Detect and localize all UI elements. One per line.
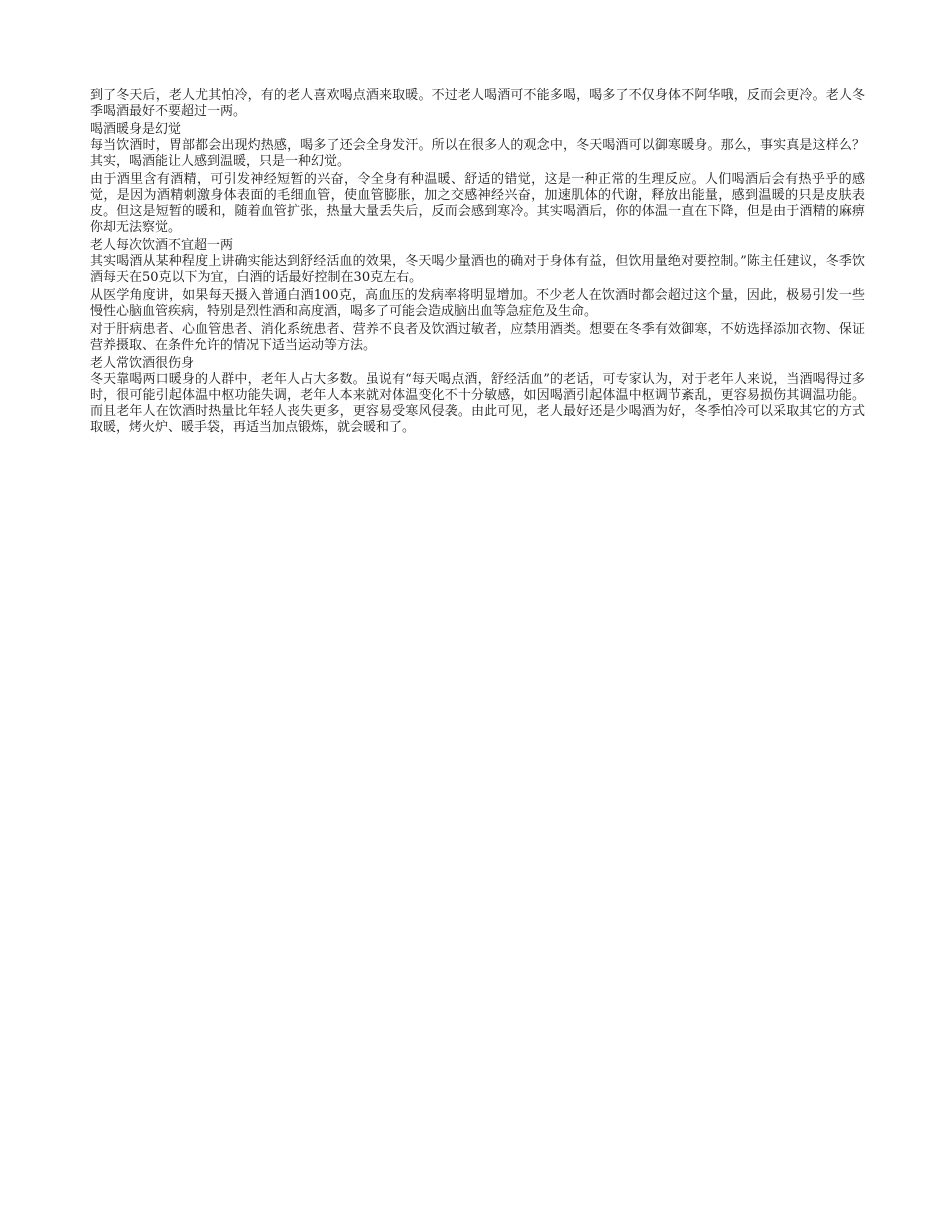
section-heading: 喝酒暖身是幻觉 [90, 122, 182, 137]
paragraph: 其实喝酒从某种程度上讲确实能达到舒经活血的效果，冬天喝少量酒也的确对于身体有益，但饮用量绝对要控制。”陈主任建议，冬季饮酒每天在50克以下为宜，白酒的话最好控制在30克左右。 [90, 254, 865, 285]
paragraph: 对于肝病患者、心血管患者、消化系统患者、营养不良者及饮酒过敏者，应禁用酒类。想要在冬季有效御寒，不妨选择添加衣物、保证营养摄取、在条件允许的情况下适当运动等方法。 [90, 322, 865, 353]
paragraph: 冬天靠喝两口暖身的人群中，老年人占大多数。虽说有“每天喝点酒，舒经活血”的老话，可专家认为，对于老年人来说，当酒喝得过多时，很可能引起体温中枢功能失调，老年人本来就对体温变化不十分敏感，如因喝酒引起体温中枢调节紊乱，更容易损伤其调温功能。而且老年人在饮酒时热量比年轻人丧失更多，更容易受寒风侵袭。由此可见，老人最好还是少喝酒为好，冬季怕冷可以采取其它的方式取暖，烤火炉、暖手袋，再适当加点锻炼，就会暖和了。 [90, 372, 865, 435]
paragraph: 从医学角度讲，如果每天摄入普通白酒100克，高血压的发病率将明显增加。不少老人在饮酒时都会超过这个量，因此，极易引发一些慢性心脑血管疾病，特别是烈性酒和高度酒，喝多了可能会造成脑出血等急症危及生命。 [90, 288, 865, 319]
intro-paragraph: 到了冬天后，老人尤其怕冷，有的老人喜欢喝点酒来取暖。不过老人喝酒可不能多喝，喝多了不仅身体不阿华哦，反而会更冷。老人冬季喝酒最好不要超过一两。 [90, 88, 865, 119]
paragraph: 每当饮酒时，胃部都会出现灼热感，喝多了还会全身发汗。所以在很多人的观念中，冬天喝酒可以御寒暖身。那么，事实真是这样么？其实，喝酒能让人感到温暖，只是一种幻觉。 [90, 138, 865, 169]
paragraph: 由于酒里含有酒精，可引发神经短暂的兴奋，令全身有种温暖、舒适的错觉，这是一种正常的生理反应。人们喝酒后会有热乎乎的感觉，是因为酒精刺激身体表面的毛细血管，使血管膨胀，加之交感神经兴奋，加速肌体的代谢，释放出能量，感到温暖的只是皮肤表皮。但这是短暂的暖和，随着血管扩张，热量大量丢失后，反而会感到寒冷。其实喝酒后，你的体温一直在下降，但是由于酒精的麻痹你却无法察觉。 [90, 172, 865, 235]
section-heading: 老人每次饮酒不宜超一两 [90, 238, 234, 253]
section-heading: 老人常饮酒很伤身 [90, 356, 195, 371]
article-body [90, 88, 865, 438]
